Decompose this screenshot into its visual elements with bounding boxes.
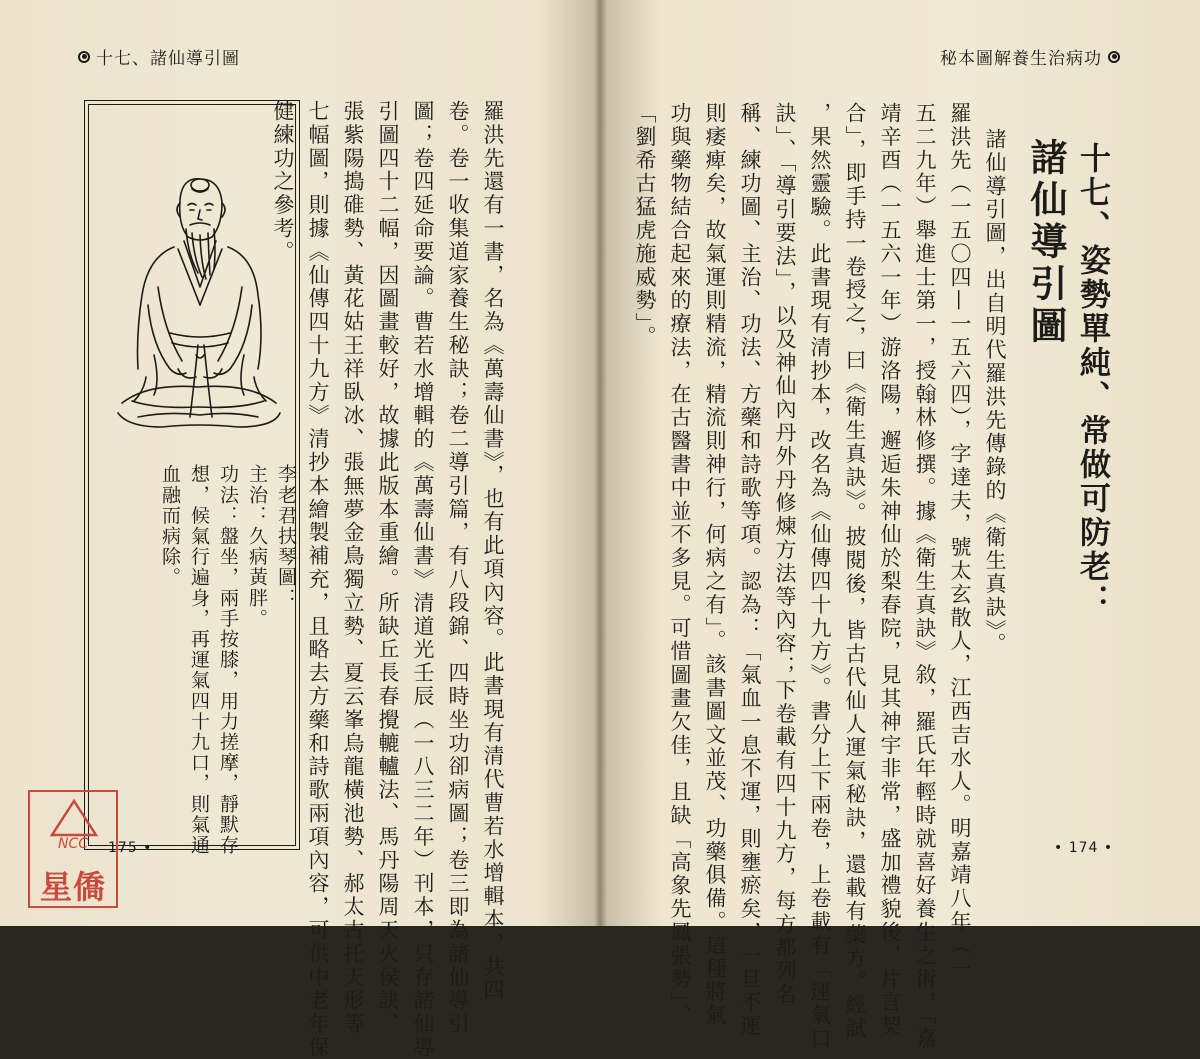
caption-method-line: 血融而病除。 <box>159 464 181 588</box>
right-running-header <box>940 44 1120 69</box>
body-column: 則痿痺矣，故氣運則精流，精流則神行，何病之有」。該書圖文並茂、功藥俱備。這種將氣 <box>703 102 727 1028</box>
section-title: 諸仙導引圖 <box>1024 138 1067 348</box>
body-column: 卷。卷一收集道家養生秘訣；卷二導引篇，有八段錦、四時坐功卻病圖；卷三即為諸仙導引 <box>446 100 470 1036</box>
body-column: ，果然靈驗。此書現有清抄本，改名為《仙傳四十九方》。書分上下兩卷，上卷載有「運氣口 <box>808 102 832 1051</box>
circle-bullet-icon <box>78 51 90 63</box>
sage-playing-qin-illustration <box>108 155 288 455</box>
body-column: 健練功之參考。 <box>271 100 295 264</box>
right-page-number-text: 174 <box>1068 840 1099 856</box>
caption-treatment: 主治：久病黃胖。 <box>246 464 268 629</box>
caption-title: 李老君扶琴圖： <box>275 464 297 609</box>
body-column: 「劉希古猛虎施威勢」。 <box>633 102 657 349</box>
triangle-logo-icon <box>49 798 99 838</box>
watermark-stamp <box>28 790 118 908</box>
left-running-header <box>78 44 240 69</box>
left-header-text: 十七、諸仙導引圖 <box>96 49 240 69</box>
body-column: 羅洪先還有一書，名為《萬壽仙書》，也有此項內容。此書現有清代曹若水增輯本，共四 <box>481 100 505 1003</box>
left-page-number: 175 • <box>108 840 153 856</box>
body-column: 稱、練功圖、主治、功法、方藥和詩歌等項。認為：「氣血一息不運，則壅瘀矣，一旦不運 <box>738 102 762 1038</box>
circle-bullet-icon <box>1108 51 1120 63</box>
body-column: 訣」、「導引要法」，以及神仙內丹外丹修煉方法等內容；下卷載有四十九方，每方都列名 <box>773 102 797 1007</box>
caption-method-line: 功法：盤坐，兩手按膝，用力搓摩，靜默存 <box>217 464 239 856</box>
body-column: 五二九年）舉進士第一，授翰林修撰。據《衛生真訣》敘，羅氏年輕時就喜好養生之術，「嘉 <box>913 102 937 1051</box>
body-column: 圖；卷四延命要論。曹若水增輯的《萬壽仙書》清道光壬辰（一八三二年）刊本，只存諸仙導 <box>411 100 435 1059</box>
body-column: 七幅圖，則據《仙傳四十九方》清抄本繪製補充，且略去方藥和詩歌兩項內容，可供中老年保 <box>306 100 330 1059</box>
watermark-chinese: 星僑 <box>39 868 106 906</box>
body-column: 合」，即手持一卷授之，曰《衛生真訣》。披閱後，皆古代仙人運氣秘訣，還載有藥方。經試 <box>843 102 867 1041</box>
right-header-text: 秘本圖解養生治病功 <box>940 49 1102 69</box>
body-column: 羅洪先（一五〇四—一五六四），字達夫，號太玄散人，江西吉水人。明嘉靖八年（一 <box>948 102 972 981</box>
body-column: 張紫陽搗碓勢、黃花姑王祥臥冰、張無夢金鳥獨立勢、夏云峯烏龍橫池勢、郝太古托天形等 <box>341 100 365 1036</box>
watermark-latin: NCC <box>57 836 89 852</box>
section-heading: 十七、姿勢單純、常做可防老： <box>1074 142 1110 618</box>
left-page-number-text: 175 <box>108 840 138 856</box>
body-column: 諸仙導引圖，出自明代羅洪先傳錄的《衛生真訣》。 <box>983 128 1007 656</box>
body-column: 靖辛酉（一五六一年）游洛陽，邂逅朱神仙於梨春院，見其神宇非常，盛加禮貌後，片言契 <box>878 102 902 1038</box>
right-page-number: • 174 • <box>1054 840 1114 856</box>
body-column: 引圖四十二幅，因圖畫較好，故據此版本重繪。所缺丘長春攪轆轤法、馬丹陽周天火侯訣、 <box>376 100 400 1036</box>
body-column: 功與藥物結合起來的療法，在古醫書中並不多見。可惜圖畫欠佳，且缺「高象先鳳張勢」、 <box>668 102 692 1028</box>
caption-method-line: 想，候氣行遍身，再運氣四十九口，則氣通 <box>188 464 210 856</box>
